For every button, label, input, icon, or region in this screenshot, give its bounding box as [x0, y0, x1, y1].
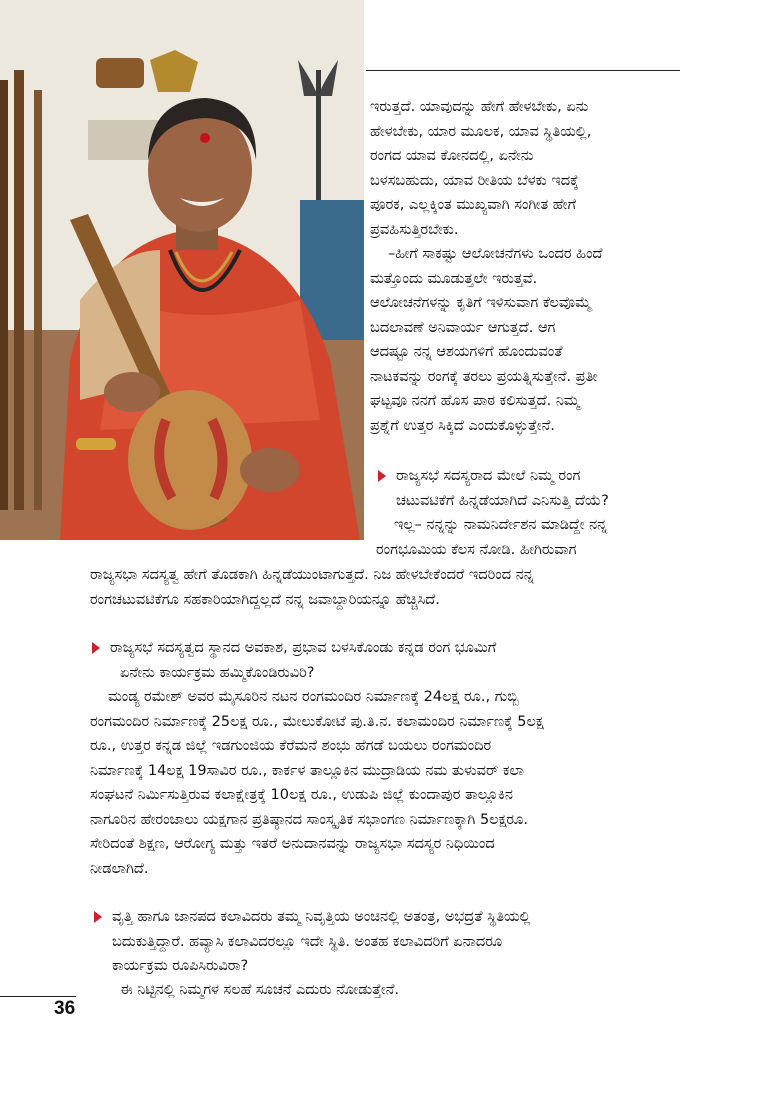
question-text: ರಾಜ್ಯಸಭೆ ಸದಸ್ಯತ್ವದ ಸ್ಥಾನದ ಅವಕಾಶ, ಪ್ರಭಾವ ಬಳಸಿಕೊಂಡು ಕನ್ನಡ ರಂಗ ಭೂಮಿಗೆ [110, 640, 497, 656]
text-line: ರಂಗಮಂದಿರ ನಿರ್ಮಾಣಕ್ಕೆ 25ಲಕ್ಷ ರೂ., ಮೇಲುಕೋಟೆ ಪು.ತಿ.ನ. ಕಲಾಮಂದಿರ ನಿರ್ಮಾಣಕ್ಕೆ 5ಲಕ್ಷ [90, 713, 544, 730]
text-line: ಪ್ರವಹಿಸುತ್ತಿರಬೇಕು. [370, 221, 459, 238]
text-line: ಆಲೋಚನೆಗಳನ್ನು ಕೃತಿಗೆ ಇಳಿಸುವಾಗ ಕೆಲವೊಮ್ಮೆ [370, 295, 592, 311]
text-line: ಮತ್ತೊಂದು ಮೂಡುತ್ತಲೇ ಇರುತ್ತವೆ. [370, 270, 538, 287]
text-line: ನಿರ್ಮಾಣಕ್ಕೆ 14ಲಕ್ಷ 19ಸಾವಿರ ರೂ., ಕಾರ್ಕಳ ತಾಲ್ಲೂಕಿನ ಮುದ್ರಾಡಿಯ ನಮ ತುಳುವರ್ ಕಲಾ [90, 762, 524, 779]
text-line: ಇರುತ್ತದೆ. ಯಾವುದನ್ನು ಹೇಗೆ ಹೇಳಬೇಕು, ಏನು [370, 99, 589, 115]
top-rule [366, 70, 680, 71]
text-line: ಬಳಸಬಹುದು, ಯಾವ ರೀತಿಯ ಬೆಳಕು ಇದಕ್ಕೆ [370, 172, 579, 189]
text-line: ನೀಡಲಾಗಿದೆ. [90, 860, 149, 877]
page-number: 36 [54, 998, 76, 1019]
text-line: ಹೇಳಬೇಕು, ಯಾರ ಮೂಲಕ, ಯಾವ ಸ್ಥಿತಿಯಲ್ಲಿ, [370, 123, 592, 140]
page-number-rule [0, 996, 76, 997]
question-line [94, 905, 734, 930]
text-line: ಈ ನಿಟ್ಟಿನಲ್ಲಿ ನಿಮ್ಮಗಳ ಸಲಹೆ ಸೂಚನೆ ಎದುರು ನೋಡುತ್ತೇನೆ. [120, 982, 400, 998]
question-3 [94, 905, 734, 979]
question-line [378, 464, 698, 489]
text-line: ಪ್ರಶ್ನೆಗೆ ಉತ್ತರ ಸಿಕ್ಕಿದೆ ಎಂದುಕೊಳ್ಳುತ್ತೇನೆ. [370, 417, 555, 434]
question-text: ವೃತ್ತಿ ಹಾಗೂ ಜಾನಪದ ಕಲಾವಿದರು ತಮ್ಮ ನಿವೃತ್ತಿಯ ಅಂಚಿನಲ್ಲಿ ಅತಂತ್ರ, ಅಭದ್ರತೆ ಸ್ಥಿತಿಯಲ್ಲಿ [112, 909, 531, 925]
text-line: ರಂಗದ ಯಾವ ಕೋನದಲ್ಲಿ, ಏನೇನು [370, 148, 534, 164]
question-1 [378, 464, 698, 513]
text-line: ಪೂರಕ, ಎಲ್ಲಕ್ಕಿಂತ ಮುಖ್ಯವಾಗಿ ಸಂಗೀತ ಹೇಗೆ [370, 197, 577, 213]
question-line [92, 636, 732, 661]
text-line: –ಹೀಗೆ ಸಾಕಷ್ಟು ಆಲೋಚನೆಗಳು ಒಂದರ ಹಿಂದೆ [388, 246, 603, 262]
answer-1-continuation [90, 563, 730, 612]
text-line: ಘಟ್ಟವೂ ನನಗೆ ಹೊಸ ಪಾಠ ಕಲಿಸುತ್ತದೆ. ನಿಮ್ಮ [370, 393, 580, 409]
photo-illustration [0, 0, 364, 540]
question-line: ಕಾರ್ಯಕ್ರಮ ರೂಪಿಸಿರುವಿರಾ? [112, 958, 249, 974]
text-line: ನಾಗೂರಿನ ಹೇರಂಜಾಲು ಯಕ್ಷಗಾನ ಪ್ರತಿಷ್ಠಾನದ ಸಾಂಸ್ಕೃತಿಕ ಸಭಾಂಗಣ ನಿರ್ಮಾಣಕ್ಕಾಗಿ 5ಲಕ್ಷರೂ. [90, 811, 528, 828]
text-line: ನಾಟಕವನ್ನು ರಂಗಕ್ಕೆ ತರಲು ಪ್ರಯತ್ನಿಸುತ್ತೇನೆ. ಪ್ರತೀ [370, 368, 598, 385]
text-line: ಆದಷ್ಟೂ ನನ್ನ ಆಶಯಗಳಿಗೆ ಹೊಂದುವಂತೆ [370, 344, 563, 360]
woman-with-instrument-photo [0, 0, 364, 540]
right-column-paragraph-1 [370, 95, 690, 242]
question-line: ಏನೇನು ಕಾರ್ಯಕ್ರಮ ಹಮ್ಮಿಕೊಂಡಿರುವಿರಿ? [120, 664, 315, 681]
text-line: ಇಲ್ಲ– ನನ್ನನ್ನು ನಾಮನಿರ್ದೇಶನ ಮಾಡಿದ್ದೇ ನನ್ನ [394, 517, 608, 533]
question-2 [92, 636, 732, 685]
text-line: ರೂ., ಉತ್ತರ ಕನ್ನಡ ಜಿಲ್ಲೆ ಇಡಗುಂಜಿಯ ಕೆರೆಮನೆ ಶಂಭು ಹೆಗಡೆ ಬಯಲು ರಂಗಮಂದಿರ [90, 738, 492, 754]
text-line: ಸೇರಿದಂತೆ ಶಿಕ್ಷಣ, ಆರೋಗ್ಯ ಮತ್ತು ಇತರೆ ಅನುದಾನವನ್ನು ರಾಜ್ಯಸಭಾ ಸದಸ್ಯರ ನಿಧಿಯಿಂದ [90, 836, 495, 852]
text-line: ಸಂಘಟನೆ ನಿರ್ಮಿಸುತ್ತಿರುವ ಕಲಾಕ್ಷೇತ್ರಕ್ಕೆ 10ಲಕ್ಷ ರೂ., ಉಡುಪಿ ಜಿಲ್ಲೆ ಕುಂದಾಪುರ ತಾಲ್ಲೂಕಿನ [90, 787, 513, 803]
text-line: ರಂಗಚಟುವಟಿಕೆಗೂ ಸಹಕಾರಿಯಾಗಿದ್ದಲ್ಲದೆ ನನ್ನ ಜವಾಬ್ದಾರಿಯನ್ನೂ ಹೆಚ್ಚಿಸಿದೆ. [90, 591, 440, 608]
text-line: ಬದಲಾವಣೆ ಅನಿವಾರ್ಯ ಆಗುತ್ತದೆ. ಆಗ [370, 319, 556, 336]
answer-2 [90, 685, 730, 881]
text-line: ರಾಜ್ಯಸಭಾ ಸದಸ್ಯತ್ವ ಹೇಗೆ ತೊಡಕಾಗಿ ಹಿನ್ನಡೆಯುಂಟಾಗುತ್ತದೆ. ನಿಜ ಹೇಳಬೇಕೆಂದರೆ ಇದರಿಂದ ನನ್ನ [90, 567, 534, 583]
question-line: ಬದುಕುತ್ತಿದ್ದಾರೆ. ಹವ್ಯಾಸಿ ಕಲಾವಿದರಲ್ಲೂ ಇದೇ ಸ್ಥಿತಿ. ಅಂತಹ ಕಲಾವಿದರಿಗೆ ಏನಾದರೂ [112, 933, 503, 950]
answer-1-start [376, 513, 696, 562]
question-line: ಚಟುವಟಿಕೆಗೆ ಹಿನ್ನಡೆಯಾಗಿದೆ ಎನಿಸುತ್ತಿ ದೆಯೆ? [396, 492, 609, 509]
text-line: ಮಂಡ್ಯ ರಮೇಶ್ ಅವರ ಮೈಸೂರಿನ ನಟನ ರಂಗಮಂದಿರ ನಿರ್ಮಾಣಕ್ಕೆ 24ಲಕ್ಷ ರೂ., ಗುಬ್ಬಿ [108, 689, 519, 705]
text-line: ರಂಗಭೂಮಿಯ ಕೆಲಸ ನೋಡಿ. ಹೀಗಿರುವಾಗ [376, 541, 577, 558]
red-triangle-bullet-icon [94, 911, 102, 923]
red-triangle-bullet-icon [92, 642, 100, 654]
question-text: ರಾಜ್ಯಸಭೆ ಸದಸ್ಯರಾದ ಮೇಲೆ ನಿಮ್ಮ ರಂಗ [396, 468, 581, 484]
right-column-paragraph-2 [370, 242, 690, 438]
answer-3 [102, 978, 742, 1003]
red-triangle-bullet-icon [378, 470, 386, 482]
